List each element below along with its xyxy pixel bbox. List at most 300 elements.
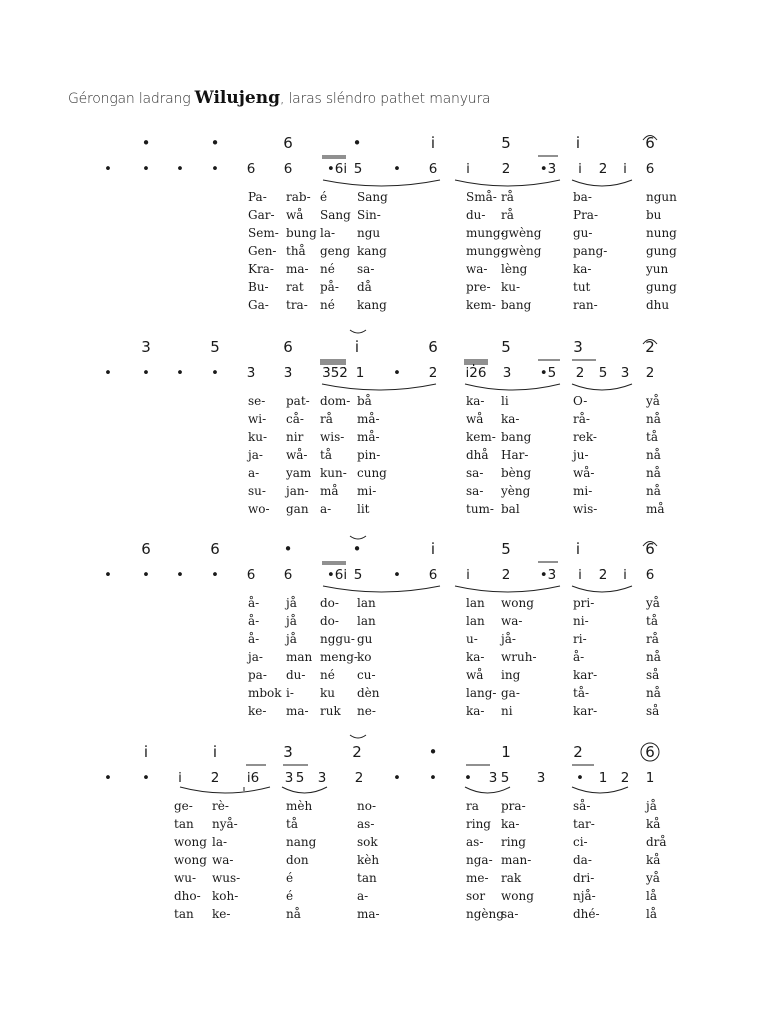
gerongan-note: i̇: [578, 567, 582, 583]
lyric-syllable: su-: [248, 484, 266, 498]
gerongan-note: •: [429, 770, 437, 786]
gerongan-note: 3: [317, 770, 327, 786]
gerongan-note: •: [464, 770, 472, 786]
lyric-syllable: kun-: [320, 466, 347, 480]
lyric-syllable: nå: [646, 650, 661, 664]
gerongan-note: •: [104, 770, 112, 786]
lyric-syllable: wå-: [286, 448, 308, 462]
lyric-syllable: Sin-: [357, 208, 381, 222]
lyric-syllable: nå: [646, 484, 661, 498]
gerongan-note: i̇: [466, 161, 470, 177]
lyric-syllable: sa-: [466, 484, 484, 498]
lyric-syllable: jå: [286, 596, 297, 610]
lyric-syllable: bèng: [501, 466, 532, 480]
lyric-syllable: ku-: [248, 430, 268, 444]
lyric-syllable: a-: [320, 502, 332, 516]
lyric-syllable: as-: [357, 817, 375, 831]
gerongan-note: 3̇: [283, 365, 293, 381]
lyric-syllable: ga-: [501, 686, 520, 700]
lyric-syllable: wo-: [248, 502, 270, 516]
lyric-syllable: man-: [501, 853, 532, 867]
lyric-syllable: né: [320, 298, 335, 312]
lyric-syllable: ka-: [501, 817, 520, 831]
gerongan-note: •6i̇: [326, 567, 348, 583]
lyric-syllable: ran-: [573, 298, 598, 312]
lyric-syllable: då: [357, 280, 372, 294]
gerongan-note: •: [104, 161, 112, 177]
gerongan-note: •6i̇: [326, 161, 348, 177]
balungan-note: i̇: [354, 338, 360, 356]
slur: [322, 384, 436, 390]
lyric-syllable: rè-: [212, 799, 229, 813]
lyric-syllable: wong: [501, 596, 534, 610]
lyric-syllable: kem-: [466, 430, 496, 444]
gerongan-note: •: [211, 161, 219, 177]
balungan-note: •: [352, 134, 362, 152]
balungan-note: 2: [645, 338, 655, 356]
lyric-syllable: cung: [357, 466, 387, 480]
lyric-syllable: ku-: [501, 280, 521, 294]
lyric-syllable: rat: [286, 280, 304, 294]
lyric-syllable: cå-: [286, 412, 304, 426]
lyric-syllable: gu-: [573, 226, 593, 240]
lyric-syllable: rå: [501, 208, 514, 222]
lyric-syllable: man: [286, 650, 313, 664]
lyric-syllable: tå: [320, 448, 332, 462]
gerongan-note: 6: [246, 567, 256, 583]
lyric-syllable: me-: [466, 871, 489, 885]
gerongan-note: •: [142, 770, 150, 786]
lyric-syllable: pra-: [501, 799, 526, 813]
lyric-syllable: cu-: [357, 668, 376, 682]
gerongan-note: •: [142, 365, 150, 381]
gerongan-note: 2: [575, 365, 585, 381]
lyric-syllable: må: [646, 502, 665, 516]
gerongan-note: •3̇: [539, 161, 557, 177]
gerongan-note: 3: [620, 365, 630, 381]
lyric-syllable: ku: [320, 686, 335, 700]
lyric-syllable: do-: [320, 614, 339, 628]
lyric-syllable: njå-: [573, 889, 596, 903]
lyric-syllable: Bu-: [248, 280, 269, 294]
gerongan-note: i̇6: [246, 770, 260, 786]
gerongan-note: 6: [428, 567, 438, 583]
balungan-note: 6: [283, 134, 293, 152]
lyric-syllable: a-: [248, 466, 260, 480]
lyric-syllable: mèh: [286, 799, 313, 813]
gerongan-note: •: [104, 365, 112, 381]
balungan-note: 5: [501, 338, 511, 356]
lyric-syllable: Gar-: [248, 208, 275, 222]
lyric-syllable: yun: [646, 262, 669, 276]
balungan-note: 6: [428, 338, 438, 356]
lyric-syllable: wong: [501, 889, 534, 903]
slur: [572, 586, 632, 592]
lyric-syllable: Gen-: [248, 244, 277, 258]
lyric-syllable: rek-: [573, 430, 597, 444]
lyric-syllable: å-: [573, 650, 585, 664]
lyric-syllable: sa-: [501, 907, 519, 921]
balungan-note: •: [428, 743, 438, 761]
lyric-syllable: geng: [320, 244, 351, 258]
balungan-note: i̇: [430, 540, 436, 558]
lyric-syllable: dhu: [646, 298, 670, 312]
slur-and-beam-marks: [0, 132, 768, 192]
gerongan-note: •: [142, 161, 150, 177]
lyric-syllable: tå: [646, 430, 658, 444]
slur: [465, 384, 560, 390]
lyric-syllable: lan: [466, 614, 485, 628]
lyric-syllable: ke-: [212, 907, 231, 921]
lyric-syllable: gwèng: [501, 226, 542, 240]
lyric-syllable: så-: [573, 799, 591, 813]
lyric-syllable: tut: [573, 280, 591, 294]
lyric-syllable: lå: [646, 907, 657, 921]
lyric-syllable: é: [286, 871, 294, 885]
lyric-syllable: nå: [646, 448, 661, 462]
lyric-syllable: ing: [501, 668, 521, 682]
balungan-note: 5: [501, 134, 511, 152]
lyric-syllable: ja-: [248, 650, 263, 664]
gerongan-note: 5: [295, 770, 305, 786]
lyric-syllable: nå: [646, 466, 661, 480]
lyric-syllable: gu: [357, 632, 373, 646]
lyric-syllable: jå: [286, 632, 297, 646]
lyric-syllable: wong: [174, 835, 207, 849]
balungan-note: 6: [283, 338, 293, 356]
lyric-syllable: nir: [286, 430, 304, 444]
gerongan-note: •: [104, 567, 112, 583]
gong-mark: [643, 340, 657, 345]
lyric-syllable: drå: [646, 835, 667, 849]
gerongan-note: 5: [598, 365, 608, 381]
gerongan-note: •: [176, 567, 184, 583]
lyric-syllable: nang: [286, 835, 317, 849]
lyric-syllable: né: [320, 668, 335, 682]
slur: [572, 787, 628, 793]
lyric-syllable: Kra-: [248, 262, 274, 276]
lyric-syllable: meng-: [320, 650, 358, 664]
lyric-syllable: mung-: [466, 244, 505, 258]
lyric-syllable: kèh: [357, 853, 380, 867]
lyric-syllable: kar-: [573, 668, 598, 682]
lyric-syllable: dèn: [357, 686, 380, 700]
balungan-note: 5: [501, 540, 511, 558]
lyric-syllable: ka-: [466, 650, 485, 664]
lyric-syllable: lang-: [466, 686, 497, 700]
gerongan-note: i̇: [623, 567, 627, 583]
lyric-syllable: så: [646, 668, 660, 682]
balungan-note: 6: [141, 540, 151, 558]
balungan-note: •: [141, 134, 151, 152]
lyric-syllable: nå: [646, 412, 661, 426]
lyric-syllable: ne-: [357, 704, 376, 718]
balungan-note: 1: [501, 743, 511, 761]
lyric-syllable: tå: [646, 614, 658, 628]
lyric-syllable: yå: [646, 596, 660, 610]
gerongan-note: i̇: [623, 161, 627, 177]
lyric-syllable: ge-: [174, 799, 193, 813]
lyric-syllable: mbok: [248, 686, 282, 700]
lyric-syllable: koh-: [212, 889, 239, 903]
lyric-syllable: ngu: [357, 226, 381, 240]
lyric-syllable: nyå-: [212, 817, 238, 831]
lyric-syllable: gwèng: [501, 244, 542, 258]
slur: [572, 180, 632, 186]
lyric-syllable: kem-: [466, 298, 496, 312]
lyric-syllable: la-: [320, 226, 336, 240]
slur: [465, 787, 510, 793]
lyric-syllable: ruk: [320, 704, 341, 718]
lyric-syllable: du-: [466, 208, 486, 222]
slur-top: [350, 330, 366, 333]
lyric-syllable: ma-: [286, 704, 309, 718]
lyric-syllable: å-: [248, 632, 260, 646]
lyric-syllable: må-: [357, 430, 380, 444]
lyric-syllable: bang: [501, 430, 532, 444]
gerongan-note: 1: [355, 365, 365, 381]
slur: [455, 586, 560, 592]
lyric-syllable: ko: [357, 650, 372, 664]
gerongan-note: 3: [502, 365, 512, 381]
gerongan-note: i̇: [578, 161, 582, 177]
lyric-syllable: don: [286, 853, 309, 867]
gerongan-note: 3: [536, 770, 546, 786]
lyric-syllable: i-: [286, 686, 294, 700]
lyric-syllable: kå: [646, 853, 661, 867]
gerongan-note: 2̇: [501, 567, 511, 583]
lyric-syllable: jå: [286, 614, 297, 628]
title-prefix: Gérongan ladrang: [68, 91, 195, 107]
balungan-note: 6: [210, 540, 220, 558]
lyric-syllable: bå: [357, 394, 372, 408]
lyric-syllable: tum-: [466, 502, 494, 516]
gerongan-note: •: [142, 567, 150, 583]
lyric-syllable: li: [501, 394, 509, 408]
gerongan-note: 2̇: [428, 365, 438, 381]
lyric-syllable: thå: [286, 244, 306, 258]
lyric-syllable: lan: [466, 596, 485, 610]
lyric-syllable: yam: [286, 466, 312, 480]
lyric-syllable: ka-: [573, 262, 592, 276]
lyric-syllable: wå: [286, 208, 304, 222]
balungan-note: 3: [283, 743, 293, 761]
lyric-syllable: bu: [646, 208, 662, 222]
lyric-syllable: tan: [174, 907, 194, 921]
lyric-syllable: ring: [466, 817, 491, 831]
gerongan-note: 2̇: [598, 567, 608, 583]
balungan-note: i̇: [430, 134, 436, 152]
lyric-syllable: på-: [320, 280, 339, 294]
lyric-syllable: dom-: [320, 394, 351, 408]
slur-top: [350, 735, 366, 738]
lyric-syllable: må: [320, 484, 339, 498]
lyric-syllable: ra: [466, 799, 479, 813]
balungan-note: i̇: [575, 540, 581, 558]
lyric-syllable: gung: [646, 280, 677, 294]
gerongan-note: 6: [645, 161, 655, 177]
lyric-syllable: a-: [357, 889, 369, 903]
lyric-syllable: la-: [212, 835, 228, 849]
lyric-syllable: u-: [466, 632, 478, 646]
lyric-syllable: ni: [501, 704, 513, 718]
lyric-syllable: né: [320, 262, 335, 276]
gerongan-note: 2̇: [210, 770, 220, 786]
gong-circle: [641, 743, 659, 761]
gerongan-note: i̇: [178, 770, 182, 786]
balungan-note: i̇: [212, 743, 218, 761]
lyric-syllable: sor: [466, 889, 486, 903]
lyric-syllable: mi-: [357, 484, 377, 498]
lyric-syllable: as-: [466, 835, 484, 849]
lyric-syllable: ba-: [573, 190, 592, 204]
lyric-syllable: nggu-: [320, 632, 355, 646]
lyric-syllable: lan: [357, 596, 376, 610]
lyric-syllable: sa-: [466, 466, 484, 480]
lyric-syllable: lan: [357, 614, 376, 628]
lyric-syllable: tar-: [573, 817, 595, 831]
lyric-syllable: å-: [248, 614, 260, 628]
slur-and-beam-marks: [0, 741, 768, 801]
lyric-syllable: ngèng: [466, 907, 504, 921]
lyric-syllable: ke-: [248, 704, 267, 718]
lyric-syllable: mung-: [466, 226, 505, 240]
lyric-syllable: tan: [174, 817, 194, 831]
lyric-syllable: Små-: [466, 190, 497, 204]
lyric-syllable: wå: [466, 668, 484, 682]
lyric-syllable: Sang: [320, 208, 351, 222]
lyric-syllable: så: [646, 704, 660, 718]
lyric-syllable: nå: [286, 907, 301, 921]
slur: [282, 787, 327, 793]
gerongan-note: •: [393, 567, 401, 583]
lyric-syllable: ri-: [573, 632, 587, 646]
slur-and-beam-marks: [0, 538, 768, 598]
lyric-syllable: do-: [320, 596, 339, 610]
lyric-syllable: å-: [248, 596, 260, 610]
lyric-syllable: Ga-: [248, 298, 269, 312]
lyric-syllable: lå: [646, 889, 657, 903]
lyric-syllable: bung: [286, 226, 317, 240]
gerongan-note: •: [576, 770, 584, 786]
gerongan-note: 6: [645, 567, 655, 583]
gerongan-note: •: [211, 365, 219, 381]
title-suffix: , laras sléndro pathet manyura: [279, 91, 491, 107]
gerongan-note: 3̇: [246, 365, 256, 381]
lyric-syllable: kå: [646, 817, 661, 831]
gerongan-note: 2̇: [501, 161, 511, 177]
slur: [323, 180, 440, 186]
slur: [180, 787, 270, 793]
gong-mark: [643, 542, 657, 547]
lyric-syllable: wruh-: [501, 650, 537, 664]
lyric-syllable: lit: [357, 502, 370, 516]
lyric-syllable: ma-: [286, 262, 309, 276]
gerongan-note: 3: [284, 770, 294, 786]
gerongan-note: 3̇5̇2̇: [322, 365, 348, 381]
gerongan-note: •: [211, 567, 219, 583]
lyric-syllable: tan: [357, 871, 377, 885]
lyric-syllable: Pra-: [573, 208, 599, 222]
gerongan-note: 6: [283, 161, 293, 177]
lyric-syllable: wis-: [320, 430, 345, 444]
gerongan-note: 3: [488, 770, 498, 786]
balungan-note: 6: [645, 743, 655, 761]
lyric-syllable: ni-: [573, 614, 589, 628]
lyric-syllable: sok: [357, 835, 378, 849]
balungan-note: i̇: [575, 134, 581, 152]
lyric-syllable: se-: [248, 394, 266, 408]
lyric-syllable: pre-: [466, 280, 491, 294]
balungan-note: 6: [645, 134, 655, 152]
lyric-syllable: bal: [501, 502, 520, 516]
lyric-syllable: tå: [286, 817, 298, 831]
lyric-syllable: dho-: [174, 889, 201, 903]
lyric-syllable: é: [320, 190, 328, 204]
lyric-syllable: yèng: [501, 484, 531, 498]
lyric-syllable: kang: [357, 298, 387, 312]
lyric-syllable: wis-: [573, 502, 598, 516]
lyric-syllable: ju-: [573, 448, 589, 462]
lyric-syllable: lèng: [501, 262, 528, 276]
gerongan-note: •: [393, 770, 401, 786]
lyric-syllable: jå: [646, 799, 657, 813]
lyric-syllable: må-: [357, 412, 380, 426]
lyric-syllable: pa-: [248, 668, 267, 682]
gerongan-note: •: [393, 161, 401, 177]
balungan-note: 3: [141, 338, 151, 356]
gerongan-note: 2̇: [598, 161, 608, 177]
lyric-syllable: rak: [501, 871, 522, 885]
lyric-syllable: ngun: [646, 190, 677, 204]
gerongan-note: 5: [353, 161, 363, 177]
lyric-syllable: wi-: [248, 412, 267, 426]
lyric-syllable: da-: [573, 853, 592, 867]
lyric-syllable: wu-: [174, 871, 197, 885]
gerongan-note: 1: [598, 770, 608, 786]
gerongan-note: •: [176, 161, 184, 177]
gerongan-note: 6: [428, 161, 438, 177]
slur: [455, 180, 560, 186]
lyric-syllable: wa-: [466, 262, 488, 276]
lyric-syllable: wong: [174, 853, 207, 867]
lyric-syllable: wå-: [573, 466, 595, 480]
slur-and-beam-marks: [0, 336, 768, 396]
lyric-syllable: tra-: [286, 298, 308, 312]
gerongan-note: 6: [246, 161, 256, 177]
slur-top: [350, 536, 366, 539]
lyric-syllable: tå-: [573, 686, 590, 700]
lyric-syllable: pang-: [573, 244, 608, 258]
balungan-note: 3: [573, 338, 583, 356]
lyric-syllable: dri-: [573, 871, 595, 885]
lyric-syllable: bang: [501, 298, 532, 312]
lyric-syllable: wå: [466, 412, 484, 426]
gerongan-note: •: [176, 365, 184, 381]
gerongan-note: •3̇: [539, 567, 557, 583]
lyric-syllable: ka-: [501, 412, 520, 426]
lyric-syllable: jan-: [286, 484, 309, 498]
lyric-syllable: mi-: [573, 484, 593, 498]
lyric-syllable: ja-: [248, 448, 263, 462]
lyric-syllable: ka-: [466, 704, 485, 718]
lyric-syllable: wa-: [501, 614, 523, 628]
lyric-syllable: rå: [320, 412, 333, 426]
lyric-syllable: O-: [573, 394, 588, 408]
balungan-note: 2: [352, 743, 362, 761]
lyric-syllable: Sem-: [248, 226, 279, 240]
gerongan-note: 1: [645, 770, 655, 786]
